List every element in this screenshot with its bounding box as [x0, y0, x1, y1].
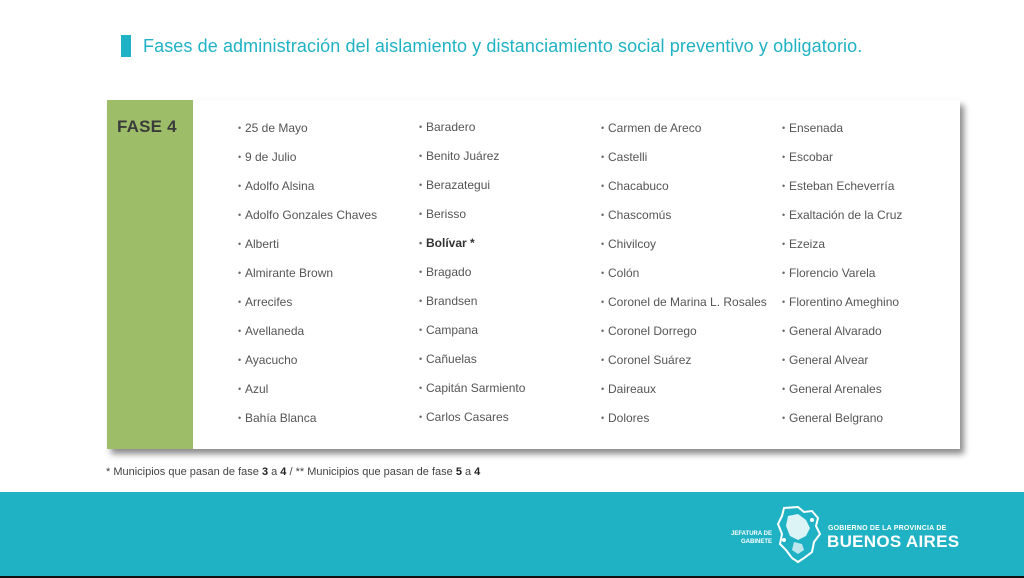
list-item: • Adolfo Gonzales Chaves — [238, 205, 377, 234]
list-item: • Carlos Casares — [419, 407, 525, 436]
list-item: • Adolfo Alsina — [238, 176, 377, 205]
title-accent-bar — [121, 35, 131, 57]
list-item: • Arrecifes — [238, 292, 377, 321]
list-item: • Chivilcoy — [601, 234, 767, 263]
list-item: • Avellaneda — [238, 321, 377, 350]
footnote-phase-from-2: 5 — [455, 466, 462, 478]
list-item: • Florencio Varela — [782, 263, 902, 292]
list-item: • Coronel de Marina L. Rosales — [601, 292, 767, 321]
phase-column — [107, 100, 193, 449]
list-item: • Capitán Sarmiento — [419, 378, 525, 407]
footnote-text-2: / ** Municipios que pasan de fase — [286, 466, 456, 478]
list-item: • Bahía Blanca — [238, 408, 377, 437]
list-item: • Castelli — [601, 147, 767, 176]
list-item: • Ensenada — [782, 118, 902, 147]
list-item: • Colón — [601, 263, 767, 292]
municipalities-card — [107, 100, 960, 449]
province-map-logo-icon — [776, 506, 822, 564]
list-item: • Ayacucho — [238, 350, 377, 379]
list-item: • 25 de Mayo — [238, 118, 377, 147]
province-name: BUENOS AIRES — [827, 532, 960, 551]
list-item: • Chascomús — [601, 205, 767, 234]
list-item: • Azul — [238, 379, 377, 408]
list-item: • Exaltación de la Cruz — [782, 205, 902, 234]
list-item: • Daireaux — [601, 379, 767, 408]
footnote-text-1: * Municipios que pasan de fase — [106, 466, 262, 478]
list-item: • General Alvarado — [782, 321, 902, 350]
list-item: • Chacabuco — [601, 176, 767, 205]
jefatura-line-1: JEFATURA DE — [730, 531, 772, 537]
list-item: • Carmen de Areco — [601, 118, 767, 147]
list-item: • Esteban Echeverría — [782, 176, 902, 205]
list-item: • Benito Juárez — [419, 146, 525, 175]
list-item: • Alberti — [238, 234, 377, 263]
list-item: • Cañuelas — [419, 349, 525, 378]
list-item: • Florentino Ameghino — [782, 292, 902, 321]
list-item: • Dolores — [601, 408, 767, 437]
list-item: • Escobar — [782, 147, 902, 176]
list-item: • General Alvear — [782, 350, 902, 379]
list-item: • Baradero — [419, 117, 525, 146]
phase-label: FASE 4 — [117, 117, 177, 136]
government-label: GOBIERNO DE LA PROVINCIA DE — [828, 525, 947, 532]
municipality-column-3 — [601, 118, 767, 437]
list-item: • Almirante Brown — [238, 263, 377, 292]
footnote-phase-to-2: 4 — [474, 466, 481, 478]
list-item: • General Belgrano — [782, 408, 902, 437]
list-item: • Coronel Dorrego — [601, 321, 767, 350]
list-item: • Brandsen — [419, 291, 525, 320]
page-header — [121, 34, 862, 58]
footnote-phase-from-1: 3 — [261, 466, 269, 478]
list-item: • Berisso — [419, 204, 525, 233]
municipality-column-2 — [419, 117, 525, 436]
footnote-phase-to-1: 4 — [280, 466, 287, 478]
footnote-connector-2: a — [461, 466, 475, 478]
footnote-connector-1: a — [268, 466, 281, 478]
list-item: • Bragado — [419, 262, 525, 291]
list-item: • General Arenales — [782, 379, 902, 408]
list-item-highlighted: • Bolívar * — [419, 233, 525, 262]
jefatura-label — [712, 530, 772, 546]
jefatura-line-2: GABINETE — [740, 539, 772, 545]
list-item: • Campana — [419, 320, 525, 349]
municipality-column-1 — [238, 118, 377, 437]
page-title: Fases de administración del aislamiento y distanciamiento social preventivo y obligatorio. — [143, 35, 863, 56]
footer-band — [0, 492, 1024, 578]
footnote — [106, 466, 480, 478]
municipality-column-4 — [782, 118, 902, 437]
list-item: • Berazategui — [419, 175, 525, 204]
list-item: • Ezeiza — [782, 234, 902, 263]
list-item: • 9 de Julio — [238, 147, 377, 176]
list-item: • Coronel Suárez — [601, 350, 767, 379]
